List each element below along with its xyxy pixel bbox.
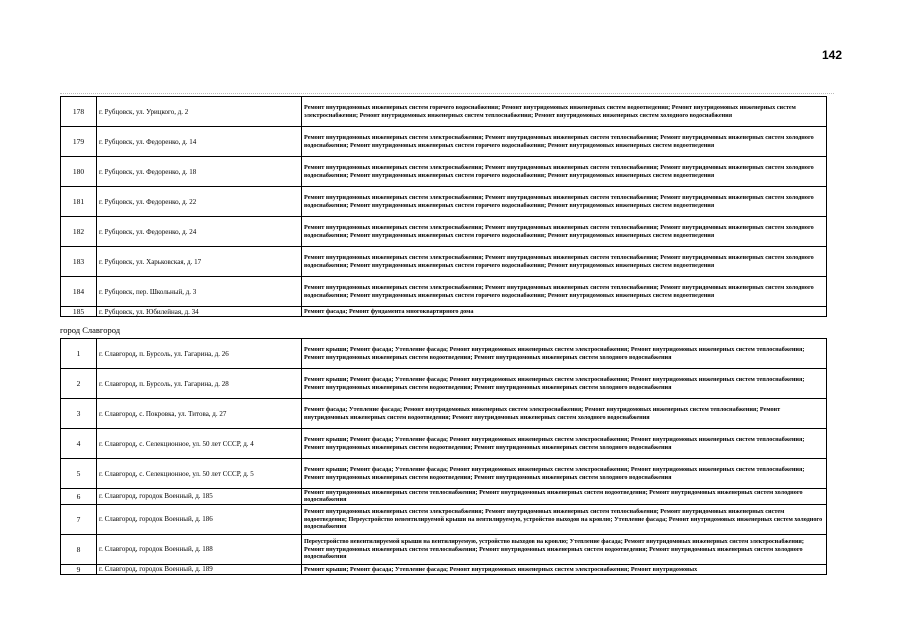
row-address: г. Рубцовск, ул. Урицкого, д. 2 xyxy=(97,97,302,127)
row-address: г. Славгород, с. Селекционное, ул. 50 лет СССР, д. 4 xyxy=(97,429,302,459)
row-number: 179 xyxy=(61,127,97,157)
row-number: 3 xyxy=(61,399,97,429)
row-number: 8 xyxy=(61,534,97,564)
row-address: г. Славгород, п. Бурсоль, ул. Гагарина, д. 26 xyxy=(97,339,302,369)
row-number: 184 xyxy=(61,277,97,307)
row-number: 7 xyxy=(61,504,97,534)
row-number: 183 xyxy=(61,247,97,277)
row-number: 181 xyxy=(61,187,97,217)
row-works: Ремонт фасада; Ремонт фундамента многоквартирного дома xyxy=(302,307,827,317)
row-works: Ремонт крыши; Ремонт фасада; Утепление фасада; Ремонт внутридомовых инженерных систем электроснабжения; Ремонт внутридомовых инженерных систем теплоснабжения; Ремонт внутридомовых инженерных систем водоотведения; Ремонт внутридомовых инженерных систем холодного водоснабжения xyxy=(302,459,827,489)
header-divider xyxy=(60,93,834,94)
table-row xyxy=(61,247,827,277)
row-address: г. Славгород, п. Бурсоль, ул. Гагарина, д. 28 xyxy=(97,369,302,399)
row-address: г. Рубцовск, ул. Федоренко, д. 18 xyxy=(97,157,302,187)
row-works: Ремонт внутридомовых инженерных систем горячего водоснабжения; Ремонт внутридомовых инженерных систем водоотведения; Ремонт внутридомовых инженерных систем электроснабжения; Ремонт внутридомовых инженерных систем теплоснабжения; Ремонт внутридомовых инженерных систем холодного водоснабжения xyxy=(302,97,827,127)
row-address: г. Рубцовск, ул. Федоренко, д. 14 xyxy=(97,127,302,157)
table-row xyxy=(61,127,827,157)
row-number: 185 xyxy=(61,307,97,317)
row-works: Ремонт фасада; Утепление фасада; Ремонт внутридомовых инженерных систем электроснабжения; Ремонт внутридомовых инженерных систем теплоснабжения; Ремонт внутридомовых инженерных систем водоотведения; Ремонт внутридомовых инженерных систем холодного водоснабжения xyxy=(302,399,827,429)
row-works: Ремонт крыши; Ремонт фасада; Утепление фасада; Ремонт внутридомовых инженерных систем электроснабжения; Ремонт внутридомовых инженерных систем теплоснабжения; Ремонт внутридомовых инженерных систем водоотведения; Ремонт внутридомовых инженерных систем холодного водоснабжения xyxy=(302,369,827,399)
row-address: г. Рубцовск, пер. Школьный, д. 3 xyxy=(97,277,302,307)
table-row xyxy=(61,429,827,459)
row-address: г. Славгород, с. Покровка, ул. Титова, д. 27 xyxy=(97,399,302,429)
table-row xyxy=(61,459,827,489)
table-row xyxy=(61,369,827,399)
row-address: г. Славгород, городок Военный, д. 188 xyxy=(97,534,302,564)
section-title: город Славгород xyxy=(60,325,121,335)
row-works: Ремонт внутридомовых инженерных систем электроснабжения; Ремонт внутридомовых инженерных систем теплоснабжения; Ремонт внутридомовых инженерных систем холодного водоснабжения; Ремонт внутридомовых инженерных систем горячего водоснабжения; Ремонт внутридомовых инженерных систем водоотведения xyxy=(302,247,827,277)
row-works: Переустройство невентилируемой крыши на вентилируемую, устройство выходов на кровлю; Утепление фасада; Ремонт внутридомовых инженерных систем электроснабжения; Ремонт внутридомовых инженерных систем теплоснабжения; Ремонт внутридомовых инженерных систем водоотведения; Ремонт внутридомовых инженерных систем холодного водоснабжения xyxy=(302,534,827,564)
rubtsovsk-table xyxy=(60,96,827,317)
table-row xyxy=(61,399,827,429)
table-row xyxy=(61,504,827,534)
row-number: 2 xyxy=(61,369,97,399)
row-address: г. Рубцовск, ул. Федоренко, д. 24 xyxy=(97,217,302,247)
row-address: г. Славгород, городок Военный, д. 185 xyxy=(97,489,302,505)
table-row xyxy=(61,97,827,127)
row-number: 1 xyxy=(61,339,97,369)
row-address: г. Рубцовск, ул. Харьковская, д. 17 xyxy=(97,247,302,277)
row-works: Ремонт внутридомовых инженерных систем теплоснабжения; Ремонт внутридомовых инженерных систем водоотведения; Ремонт внутридомовых инженерных систем холодного водоснабжения xyxy=(302,489,827,505)
table-row xyxy=(61,564,827,574)
table-row xyxy=(61,339,827,369)
row-address: г. Славгород, городок Военный, д. 186 xyxy=(97,504,302,534)
table-row xyxy=(61,157,827,187)
row-works: Ремонт крыши; Ремонт фасада; Утепление фасада; Ремонт внутридомовых инженерных систем электроснабжения; Ремонт внутридомовых инженерных систем теплоснабжения; Ремонт внутридомовых инженерных систем водоотведения; Ремонт внутридомовых инженерных систем холодного водоснабжения xyxy=(302,429,827,459)
page-number: 142 xyxy=(822,48,843,62)
row-address: г. Славгород, с. Селекционное, ул. 50 лет СССР, д. 5 xyxy=(97,459,302,489)
row-works: Ремонт внутридомовых инженерных систем электроснабжения; Ремонт внутридомовых инженерных систем теплоснабжения; Ремонт внутридомовых инженерных систем водоотведения; Переустройство невентилируемой крыши на вентилируемую, устройство выходов на кровлю; Утепление фасада; Ремонт внутридомовых инженерных систем холодного водоснабжения xyxy=(302,504,827,534)
table-row xyxy=(61,307,827,317)
row-works: Ремонт внутридомовых инженерных систем электроснабжения; Ремонт внутридомовых инженерных систем теплоснабжения; Ремонт внутридомовых инженерных систем холодного водоснабжения; Ремонт внутридомовых инженерных систем горячего водоснабжения; Ремонт внутридомовых инженерных систем водоотведения xyxy=(302,217,827,247)
row-works: Ремонт внутридомовых инженерных систем электроснабжения; Ремонт внутридомовых инженерных систем теплоснабжения; Ремонт внутридомовых инженерных систем холодного водоснабжения; Ремонт внутридомовых инженерных систем горячего водоснабжения; Ремонт внутридомовых инженерных систем водоотведения xyxy=(302,157,827,187)
row-works: Ремонт внутридомовых инженерных систем электроснабжения; Ремонт внутридомовых инженерных систем теплоснабжения; Ремонт внутридомовых инженерных систем холодного водоснабжения; Ремонт внутридомовых инженерных систем горячего водоснабжения; Ремонт внутридомовых инженерных систем водоотведения xyxy=(302,127,827,157)
row-number: 182 xyxy=(61,217,97,247)
row-number: 180 xyxy=(61,157,97,187)
row-works: Ремонт крыши; Ремонт фасада; Утепление фасада; Ремонт внутридомовых инженерных систем электроснабжения; Ремонт внутридомовых инженерных систем теплоснабжения; Ремонт внутридомовых инженерных систем водоотведения; Ремонт внутридомовых инженерных систем холодного водоснабжения xyxy=(302,339,827,369)
row-number: 6 xyxy=(61,489,97,505)
row-works: Ремонт внутридомовых инженерных систем электроснабжения; Ремонт внутридомовых инженерных систем теплоснабжения; Ремонт внутридомовых инженерных систем холодного водоснабжения; Ремонт внутридомовых инженерных систем горячего водоснабжения; Ремонт внутридомовых инженерных систем водоотведения xyxy=(302,277,827,307)
row-number: 5 xyxy=(61,459,97,489)
table-row xyxy=(61,534,827,564)
table-row xyxy=(61,217,827,247)
row-address: г. Рубцовск, ул. Юбилейная, д. 34 xyxy=(97,307,302,317)
table-row xyxy=(61,187,827,217)
row-works: Ремонт крыши; Ремонт фасада; Утепление фасада; Ремонт внутридомовых инженерных систем электроснабжения; Ремонт внутридомовых xyxy=(302,564,827,574)
table-row xyxy=(61,489,827,505)
row-number: 9 xyxy=(61,564,97,574)
row-address: г. Славгород, городок Военный, д. 189 xyxy=(97,564,302,574)
row-address: г. Рубцовск, ул. Федоренко, д. 22 xyxy=(97,187,302,217)
slavgorod-table xyxy=(60,338,827,575)
row-works: Ремонт внутридомовых инженерных систем электроснабжения; Ремонт внутридомовых инженерных систем теплоснабжения; Ремонт внутридомовых инженерных систем холодного водоснабжения; Ремонт внутридомовых инженерных систем горячего водоснабжения; Ремонт внутридомовых инженерных систем водоотведения xyxy=(302,187,827,217)
row-number: 178 xyxy=(61,97,97,127)
row-number: 4 xyxy=(61,429,97,459)
table-row xyxy=(61,277,827,307)
